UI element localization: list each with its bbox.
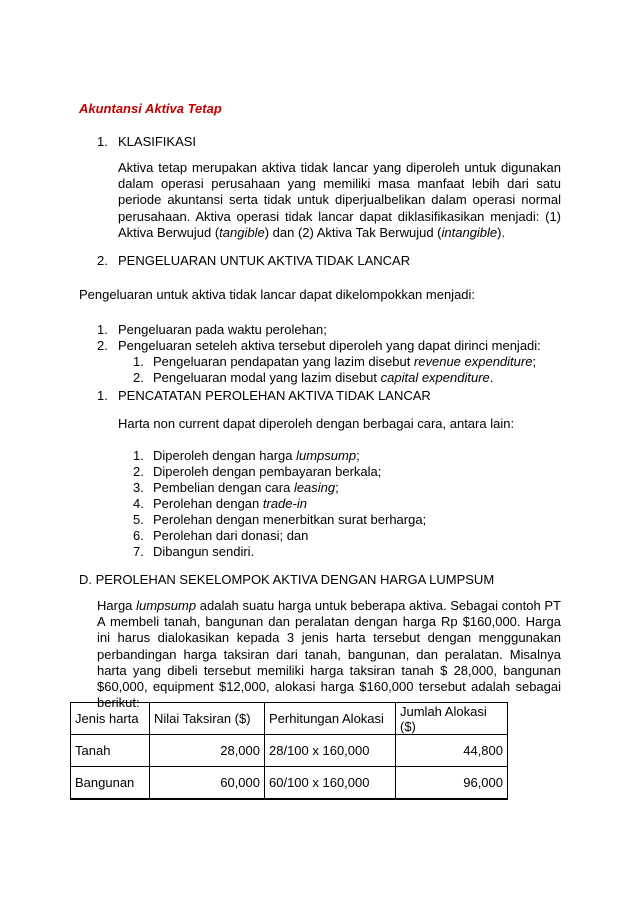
table-cell: 28/100 x 160,000 [265,735,396,767]
table-header-cell: Jumlah Alokasi ($) [396,703,508,735]
table-header-cell: Jenis harta [71,703,150,735]
section-1-heading: KLASIFIKASI [118,134,197,149]
list-item-text: Pembelian dengan cara leasing; [153,480,339,495]
list-item-number: 2. [133,464,144,479]
table-cell: 60,000 [150,767,265,800]
section-d-paragraph: Harga lumpsump adalah suatu harga untuk beberapa aktiva. Sebagai contoh PT A membeli tanah, bangunan dan peralatan dengan harga Rp $160,000. Harga ini harus dialokasikan kepada 3 jenis harta tersebut dengan menggunakan perbandingan harga taksiran dari tanah, bangunan, dan peralatan. Misalnya harta yang dibeli tersebut memiliki harga taksiran tanah $ 28,000, bangunan $60,000, equipment $12,000, alokasi harga $160,000 tersebut adalah sebagai berikut: [97,598,561,711]
list-item-text: Diperoleh dengan pembayaran berkala; [153,464,382,479]
section-2-heading: PENGELUARAN UNTUK AKTIVA TIDAK LANCAR [118,253,411,268]
section-d-heading: D. PEROLEHAN SEKELOMPOK AKTIVA DENGAN HARGA LUMPSUM [79,572,495,587]
table-header-cell: Nilai Taksiran ($) [150,703,265,735]
list-item-text: Perolehan dengan menerbitkan surat berharga; [153,512,427,527]
table-cell: Tanah [71,735,150,767]
sublist-item-text: Pengeluaran pendapatan yang lazim disebut revenue expenditure; [153,354,537,369]
section-1-number: 1. [97,134,108,149]
list-item-number: 7. [133,544,144,559]
list-item-text: Perolehan dengan trade-in [153,496,307,511]
section-2-number: 2. [97,253,108,268]
list-item-text: Dibangun sendiri. [153,544,255,559]
section-2-intro: Pengeluaran untuk aktiva tidak lancar dapat dikelompokkan menjadi: [79,287,476,302]
table-header-cell: Perhitungan Alokasi [265,703,396,735]
section-3-number: 1. [97,388,108,403]
list-item-number: 5. [133,512,144,527]
table-row [71,735,508,767]
table-cell: 60/100 x 160,000 [265,767,396,800]
list-item-number: 1. [133,448,144,463]
list-item-text: Pengeluaran seteleh aktiva tersebut diperoleh yang dapat dirinci menjadi: [118,338,541,353]
table-header-row [71,703,508,735]
list-item-number: 3. [133,480,144,495]
list-item-number: 1. [97,322,108,337]
allocation-table [70,702,508,800]
document-title: Akuntansi Aktiva Tetap [79,101,222,116]
sublist-item-number: 2. [133,370,144,385]
table-cell: 96,000 [396,767,508,800]
list-item-number: 2. [97,338,108,353]
list-item-number: 4. [133,496,144,511]
list-item-number: 6. [133,528,144,543]
table-cell: 44,800 [396,735,508,767]
table-row [71,767,508,800]
list-item-text: Diperoleh dengan harga lumpsump; [153,448,360,463]
table-cell: 28,000 [150,735,265,767]
section-3-heading: PENCATATAN PEROLEHAN AKTIVA TIDAK LANCAR [118,388,431,403]
sublist-item-number: 1. [133,354,144,369]
sublist-item-text: Pengeluaran modal yang lazim disebut capital expenditure. [153,370,494,385]
section-1-paragraph: Aktiva tetap merupakan aktiva tidak lancar yang diperoleh untuk digunakan dalam operasi perusahaan yang memiliki masa manfaat lebih dari satu periode akuntansi serta tidak untuk diperjualbelikan dalam operasi normal perusahaan. Aktiva operasi tidak lancar dapat diklasifikasikan menjadi: (1) Aktiva Berwujud (tangible) dan (2) Aktiva Tak Berwujud (intangible). [118,160,561,240]
list-item-text: Pengeluaran pada waktu perolehan; [118,322,327,337]
section-3-intro: Harta non current dapat diperoleh dengan berbagai cara, antara lain: [118,416,515,431]
table-cell: Bangunan [71,767,150,800]
list-item-text: Perolehan dari donasi; dan [153,528,309,543]
